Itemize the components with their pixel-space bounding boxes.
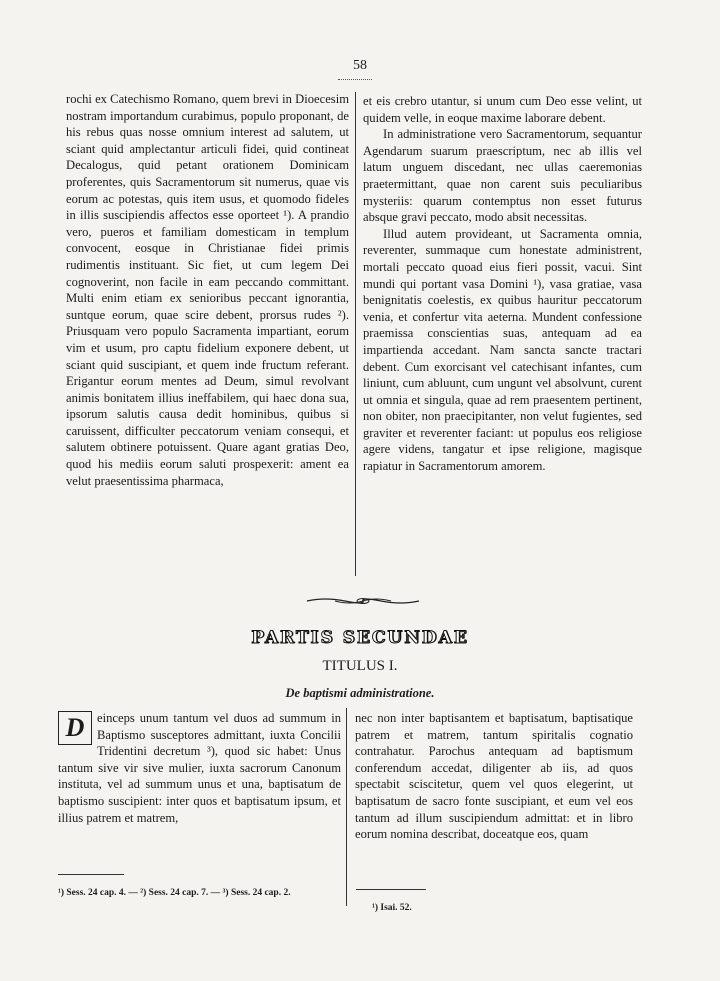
paragraph: et eis crebro utantur, si unum cum Deo esse velint, ut quidem velle, in eoque maxime laborare debent. (363, 94, 642, 125)
paragraph: Illud autem provideant, ut Sacramenta omnia, reverenter, summaque cum honestate administrent, mortali peccato quoad eius fieri possit, vacui. Sint mundi qui portant vasa Domini ¹), vasa gratiae, vasa benignitatis coelestis, ex quibus hauritur peccatorum venia, et confertur vita aeterna. Mundent confessione praemissa conscientias suas, antequam ad ea impartienda accedant. Nam sancta sancte tractari debent. Cum exorcisant vel catechisant infantes, cum liniunt, cum abluunt, cum ungunt vel absolvunt, curent ut omnia et singula, quae ad rem praesentem pertinent, non obiter, non praecipitanter, non velut fugientes, sed graviter et reverenter faciant: ut populus eos religiose agere videns, tangatur et ipse religione, magisque rapiatur in Sacramentorum amorem. (363, 226, 642, 474)
paragraph-text: einceps unum tantum vel duos ad summum in Baptismo susceptores admittant, iuxta Concilii Tridentini decretum ³), quod sic habet: Unus tantum sive vir sive mulier, iuxta sacrorum Canonum instituta, vel ad summum unus et una, baptisatum de baptismo suscipient: inter quos et baptisatum ipsum, et illius patrem et matrem, (58, 711, 341, 825)
page-number: 58 (353, 58, 367, 73)
paragraph: rochi ex Catechismo Romano, quem brevi in Dioecesim nostram importandum curabimus, populo proponant, de his rebus quas nosse omnium interest ad salutem, ut sciant quid amplectantur articuli fidei, quid contineat Decalogus, quid petant orationem Dominicam proferentes, quis Sacramentorum sit numerus, quae vis eorum ac potestas, quis item usus, et quomodo fideles in illis suscipiendis affectos esse oporteet ¹). A prandio vero, pueros et familiam domesticam in templum convocent, eosque in Christianae fidei primis rudimentis instituant. Sic fiet, ut cum legem Dei cognoverint, non facile in eam peccando committant. Multi enim etiam ex senioribus peccant ignorantia, suntque eorum, quae scire debent, prorsus rudes ²). Priusquam vero populo Sacramenta impartiant, eorum vim et usum, pro captu fidelium exponere debent, ut sciant quid suscipiant, et quem inde fructum referant. Erigantur eorum mentes ad Deum, simul revolvant animis bonitatem illius ineffabilem, qui haec dona sua, ipsorum salutis causa dedit hominibus, quibus si caruissent, difficulter peccatorum veniam consequi, et salutem obtinere potuissent. Quare agant gratias Deo, quod his mediis eorum saluti prospexerit: ament ea velut praesentissima pharmaca, (66, 92, 349, 488)
footnote-rule (356, 889, 426, 890)
column-divider (355, 92, 356, 576)
column-divider (346, 708, 347, 906)
footnote-rule (58, 874, 124, 875)
paragraph: In administratione vero Sacramentorum, sequantur Agendarum suarum praescriptum, nec ab illis vel latum unguem discedant, nec ullas caeremonias praetermittant, quae non carent suis peculiaribus mysteriis: quarum contemptus non esset futurus absque gravi peccato, modo absit necessitas. (363, 127, 642, 225)
top-left-column (66, 91, 349, 489)
part-title: PARTIS SECUNDAE (251, 628, 469, 648)
drop-cap-initial: D (58, 711, 92, 745)
footnote-left: ¹) Sess. 24 cap. 4. — ²) Sess. 24 cap. 7. — ³) Sess. 24 cap. 2. (58, 888, 291, 898)
paragraph (58, 710, 341, 826)
section-ornament (305, 596, 421, 606)
footnote-right: ¹) Isai. 52. (372, 903, 412, 913)
top-right-column (363, 93, 642, 475)
titulus-heading: TITULUS I. (322, 658, 398, 674)
bottom-left-column (58, 710, 341, 826)
bottom-right-column (355, 710, 633, 843)
section-subtitle: De baptismi administratione. (285, 686, 435, 700)
page-number-ornament (338, 76, 372, 80)
paragraph: nec non inter baptisantem et baptisatum, baptisatique patrem et matrem, tantum spiritalis cognatio contrahatur. Parochus antequam ad baptismum conferendum accedat, diligenter ab iis, ad quos spectabit sciscitetur, quem vel quos elegerint, ut baptisatum de sacro fonte suscipiant, et eum vel eos tantum ad illum suscipiendum admittat: et in libro eorum nomina describat, doceatque eos, quam (355, 711, 633, 842)
